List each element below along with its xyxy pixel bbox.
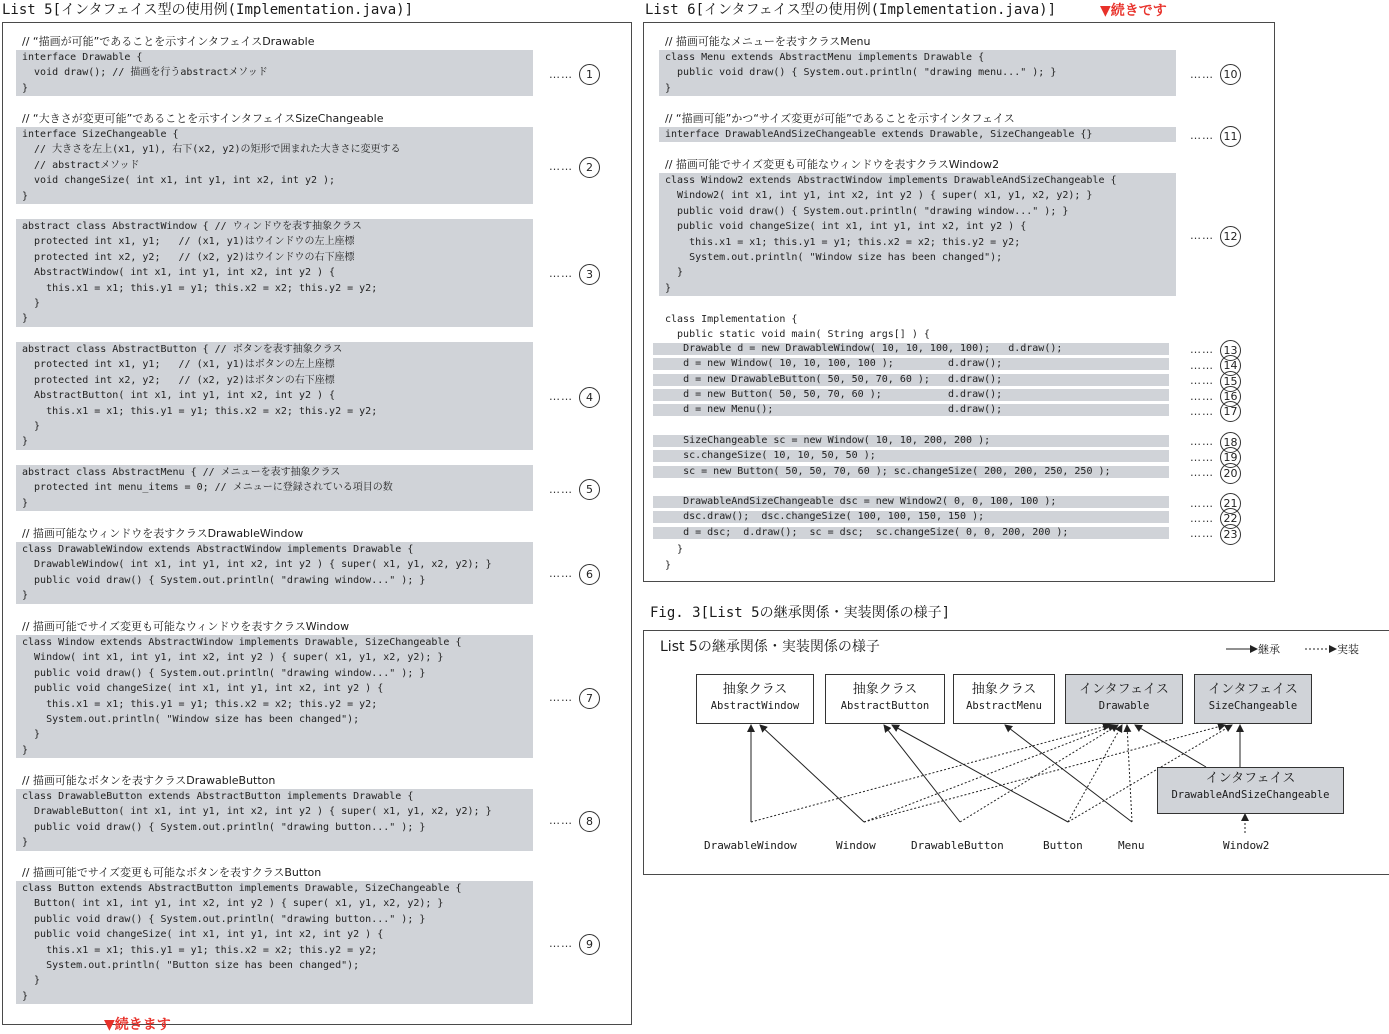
code-comment: // “描画可能”かつ“サイズ変更が可能”であることを示すインタフェイス (665, 112, 1015, 125)
callout-dots: …… (549, 691, 573, 705)
diagram-box-drawable (1065, 674, 1183, 724)
code-line: public static void main( String args[] ) { (665, 329, 930, 341)
callout-number: 15 (1220, 371, 1241, 392)
code-snippet: interface Drawable { void draw(); // 描画を行うabstractメソッド } (16, 50, 533, 96)
callout-dots: …… (1190, 229, 1214, 243)
list5-continue-note: ▼続きます (104, 1017, 171, 1033)
code-line: class Implementation { (665, 314, 798, 325)
box-kind-label: 抽象クラス (852, 682, 918, 697)
inherits-arrow (884, 725, 960, 822)
list5-title: List 5[インタフェイス型の使用例(Implementation.java)] (2, 2, 414, 18)
callout-dots: …… (1190, 404, 1214, 418)
code-comment: // 描画可能でサイズ変更も可能なボタンを表すクラスButton (22, 866, 322, 879)
code-line: Drawable d = new DrawableWindow( 10, 10, 100, 100); d.draw(); (653, 343, 1169, 355)
code-line: dsc.draw(); dsc.changeSize( 100, 100, 150, 150 ); (653, 511, 1169, 523)
callout-number: 4 (579, 387, 600, 408)
box-kind-label: インタフェイス (1205, 771, 1296, 786)
legend-inherit-label: 継承 (1258, 643, 1280, 656)
callout-dots: …… (1190, 496, 1214, 510)
implements-arrow (1127, 725, 1132, 822)
box-kind-label: 抽象クラス (722, 682, 788, 697)
callout-dots: …… (549, 160, 573, 173)
callout-dots: …… (1190, 129, 1214, 143)
callout-dots: …… (549, 267, 573, 281)
code-comment: // “描画が可能”であることを示すインタフェイスDrawable (22, 35, 315, 48)
code-comment: // 描画可能なボタンを表すクラスDrawableButton (22, 774, 276, 787)
callout-dots: …… (549, 390, 573, 404)
diagram-node-drawablebutton: DrawableButton (911, 839, 1004, 852)
callout-dots: …… (1190, 358, 1214, 372)
callout-dots: …… (1190, 466, 1214, 480)
code-snippet: class DrawableWindow extends AbstractWindow implements Drawable { DrawableWindow( int x1, int y1, int x2, int y2 ) { super( x1, y1, x2, y2); } public void draw() { System.out.println( "drawing window..." ); } } (16, 542, 533, 604)
callout-dots: …… (1190, 511, 1214, 525)
fig3-title: List 5の継承関係・実装関係の様子 (660, 639, 880, 655)
diagram-box-sizechangeable (1194, 674, 1312, 724)
code-line: SizeChangeable sc = new Window( 10, 10, 200, 200 ); (653, 435, 1169, 447)
code-snippet: class Window extends AbstractWindow implements Drawable, SizeChangeable { Window( int x1, int y1, int x2, int y2 ) { super( x1, y1, x2, y2); } public void draw() { System.out.println( "drawing window..." ); } public void changeSize( int x1, int y1, int x2, int y2 ) { this.x1 = x1; this.y1 = y1; this.x2 = x2; this.y2 = y2; System.out.println( "Window size has been changed"); } } (16, 635, 533, 758)
box-name-label: AbstractMenu (966, 700, 1042, 712)
callout-number: 1 (579, 64, 600, 85)
code-snippet: class Window2 extends AbstractWindow implements DrawableAndSizeChangeable { Window2( int x1, int y1, int x2, int y2 ) { super( x1, y1, x2, y2); } public void draw() { System.out.println( "drawing window..." ); } public void changeSize( int x1, int y1, int x2, int y2 ) { this.x1 = x1; this.y1 = y1; this.x2 = x2; this.y2 = y2; System.out.println( "Window size has been changed"); } } (659, 173, 1176, 296)
callout-dots: …… (549, 814, 573, 828)
code-line: } (665, 559, 672, 571)
callout-dots: …… (1190, 435, 1214, 449)
code-comment: // “大きさが変更可能”であることを示すインタフェイスSizeChangeable (22, 112, 384, 125)
box-kind-label: インタフェイス (1079, 682, 1169, 697)
code-line: d = dsc; d.draw(); sc = dsc; sc.changeSize( 0, 0, 200, 200 ); (653, 527, 1169, 539)
diagram-box-abstractbutton (825, 674, 945, 724)
code-snippet: interface DrawableAndSizeChangeable extends Drawable, SizeChangeable {} (659, 127, 1176, 142)
callout-number: 8 (579, 811, 600, 832)
diagram-box-abstractmenu (953, 674, 1055, 724)
diagram-node-window2: Window2 (1223, 839, 1270, 852)
box-name-label: DrawableAndSizeChangeable (1171, 789, 1330, 801)
box-name-label: SizeChangeable (1208, 700, 1298, 712)
code-line: sc.changeSize( 10, 10, 50, 50 ); (653, 450, 1169, 462)
callout-number: 5 (579, 479, 600, 500)
callout-number: 17 (1220, 401, 1241, 422)
callout-dots: …… (1190, 527, 1214, 541)
code-line: d = new DrawableButton( 50, 50, 70, 60 ); d.draw(); (653, 374, 1169, 386)
callout-number: 7 (579, 688, 600, 709)
inherits-arrow (1005, 725, 1132, 822)
callout-number: 2 (579, 157, 600, 178)
list6-title: List 6[インタフェイス型の使用例(Implementation.java)] (645, 2, 1057, 18)
callout-number: 21 (1220, 493, 1241, 514)
diagram-node-drawablewindow: DrawableWindow (704, 839, 797, 852)
fig3-caption: Fig. 3[List 5の継承関係・実装関係の様子] (650, 605, 951, 621)
code-line: DrawableAndSizeChangeable dsc = new Window2( 0, 0, 100, 100 ); (653, 496, 1169, 508)
list6-continue-note: ▼続きです (1100, 3, 1167, 19)
box-name-label: AbstractWindow (710, 700, 800, 712)
code-line: d = new Menu(); d.draw(); (653, 404, 1169, 416)
code-comment: // 描画可能なウィンドウを表すクラスDrawableWindow (22, 527, 304, 540)
code-snippet: class DrawableButton extends AbstractButton implements Drawable { DrawableButton( int x1, int y1, int x2, int y2 ) { super( x1, y1, x2, y2); } public void draw() { System.out.println( "drawing button..." ); } } (16, 789, 533, 851)
callout-dots: …… (1190, 67, 1214, 81)
code-comment: // 描画可能なメニューを表すクラスMenu (665, 35, 871, 48)
inherits-arrow (760, 725, 864, 822)
implements-arrow (960, 725, 1118, 822)
diagram-box-drawableandsizechangeable (1157, 767, 1344, 814)
implements-arrow (1068, 725, 1122, 822)
callout-number: 3 (579, 264, 600, 285)
implements-arrow (751, 725, 1110, 822)
callout-dots: …… (1190, 343, 1214, 357)
implements-arrow (864, 725, 1115, 822)
code-snippet: abstract class AbstractButton { // ボタンを表す抽象クラス protected int x1, y1; // (x1, y1)はボタンの左上座標 protected int x2, y2; // (x2, y2)はボタンの右下座標 AbstractButton( int x1, int y1, int x2, int y2 ) { this.x1 = x1; this.y1 = y1; this.x2 = x2; this.y2 = y2; } } (16, 342, 533, 450)
diagram-node-menu: Menu (1118, 839, 1145, 852)
callout-number: 11 (1220, 126, 1241, 147)
code-snippet: abstract class AbstractMenu { // メニューを表す抽象クラス protected int menu_items = 0; // メニューに登録されている項目の数 } (16, 465, 533, 511)
callout-number: 9 (579, 934, 600, 955)
callout-number: 23 (1220, 524, 1241, 545)
callout-dots: …… (549, 567, 573, 581)
callout-number: 13 (1220, 340, 1241, 361)
diagram-node-button: Button (1043, 839, 1083, 852)
callout-number: 20 (1220, 463, 1241, 484)
callout-number: 12 (1220, 226, 1241, 247)
callout-dots: …… (1190, 450, 1214, 464)
code-line: d = new Button( 50, 50, 70, 60 ); d.draw(); (653, 389, 1169, 401)
box-kind-label: 抽象クラス (971, 682, 1037, 697)
code-snippet: class Button extends AbstractButton implements Drawable, SizeChangeable { Button( int x1, int y1, int x2, int y2 ) { super( x1, y1, x2, y2); } public void draw() { System.out.println( "drawing button..." ); } public void changeSize( int x1, int y1, int x2, int y2 ) { this.x1 = x1; this.y1 = y1; this.x2 = x2; this.y2 = y2; System.out.println( "Button size has been changed"); } } (16, 881, 533, 1004)
callout-number: 22 (1220, 508, 1241, 529)
callout-number: 14 (1220, 355, 1241, 376)
code-snippet: abstract class AbstractWindow { // ウィンドウを表す抽象クラス protected int x1, y1; // (x1, y1)はウインドウの左上座標 protected int x2, y2; // (x2, y2)はウインドウの右下座標 AbstractWindow( int x1, int y1, int x2, int y2 ) { this.x1 = x1; this.y1 = y1; this.x2 = x2; this.y2 = y2; } } (16, 219, 533, 327)
code-snippet: class Menu extends AbstractMenu implements Drawable { public void draw() { System.out.println( "drawing menu..." ); } } (659, 50, 1176, 96)
code-line: sc = new Button( 50, 50, 70, 60 ); sc.changeSize( 200, 200, 250, 250 ); (653, 466, 1169, 478)
diagram-box-abstractwindow (696, 674, 814, 724)
box-kind-label: インタフェイス (1208, 682, 1298, 697)
code-comment: // 描画可能でサイズ変更も可能なウィンドウを表すクラスWindow (22, 620, 350, 633)
diagram-node-window: Window (836, 839, 876, 852)
box-name-label: AbstractButton (840, 700, 930, 712)
callout-dots: …… (1190, 374, 1214, 388)
legend-implement-label: 実装 (1337, 643, 1359, 656)
box-name-label: Drawable (1098, 700, 1150, 712)
callout-number: 16 (1220, 386, 1241, 407)
callout-dots: …… (549, 937, 573, 951)
code-line: } (665, 544, 684, 556)
callout-number: 10 (1220, 64, 1241, 85)
code-snippet: interface SizeChangeable { // 大きさを左上(x1, y1), 右下(x2, y2)の矩形で囲まれた大きさに変更する // abstractメソッド void changeSize( int x1, int y1, int x2, int y2 ); } (16, 127, 533, 204)
callout-number: 19 (1220, 447, 1241, 468)
callout-dots: …… (1190, 389, 1214, 403)
callout-dots: …… (549, 67, 573, 81)
code-line: d = new Window( 10, 10, 100, 100 ); d.draw(); (653, 358, 1169, 370)
callout-dots: …… (549, 482, 573, 496)
inherits-arrow (1135, 725, 1206, 767)
callout-number: 6 (579, 564, 600, 585)
code-comment: // 描画可能でサイズ変更も可能なウィンドウを表すクラスWindow2 (665, 158, 1000, 171)
callout-number: 18 (1220, 432, 1241, 453)
